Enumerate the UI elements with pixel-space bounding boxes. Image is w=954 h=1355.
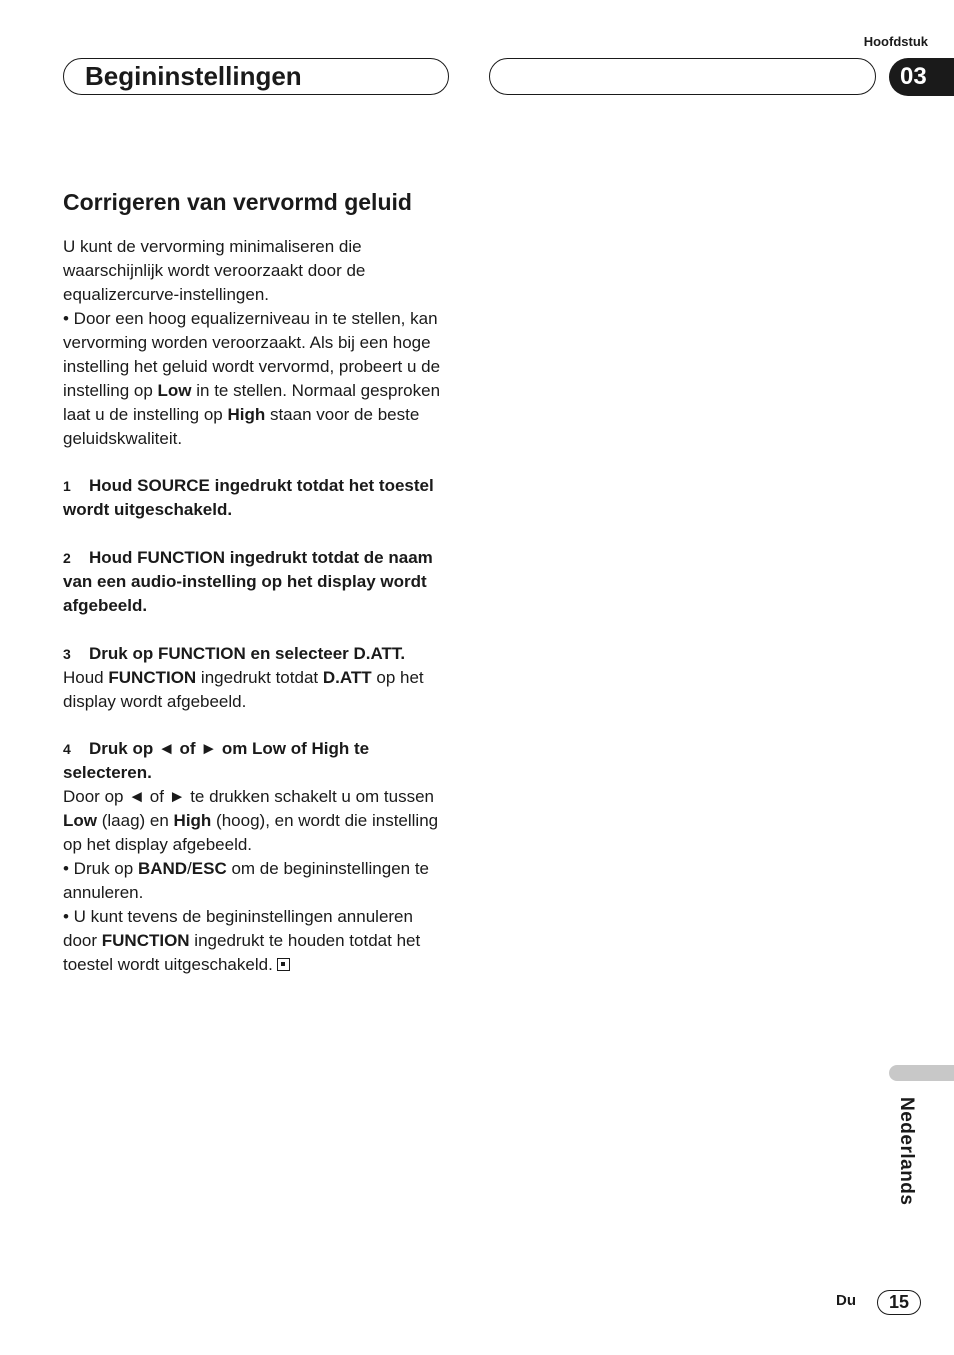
step-3-body xyxy=(63,666,449,714)
intro-text: U kunt de vervorming minimaliseren die waarschijnlijk wordt veroorzaakt door de equalizercurve-instellingen. xyxy=(63,237,366,304)
step-number: 2 xyxy=(63,550,71,566)
end-square-icon xyxy=(277,958,290,971)
step-4-note-2 xyxy=(63,905,449,977)
note-bold: BAND xyxy=(137,859,188,878)
note-text: ingedrukt te houden totdat het toestel wordt uitgeschakeld. xyxy=(63,931,421,974)
step-number: 1 xyxy=(63,478,71,494)
step-4-note-1 xyxy=(63,857,449,905)
intro-paragraph xyxy=(63,235,449,451)
step-number: 3 xyxy=(63,646,71,662)
body-text: op het display wordt afgebeeld. xyxy=(63,668,424,711)
step-1 xyxy=(63,474,449,522)
body-text: Houd xyxy=(63,668,109,687)
step-4-heading xyxy=(63,737,449,785)
note-text: in te stellen. Normaal gesproken laat u de instelling op xyxy=(63,381,441,424)
step-heading: Druk op FUNCTION en selecteer D.ATT. xyxy=(89,644,406,663)
note-text: • Door een hoog equalizerniveau in te stellen, kan vervorming worden veroorzaakt. Als bij een hoge instelling het geluid wordt vervormd, probeert u de instelling op xyxy=(63,309,441,400)
note-text: om de begininstellingen te annuleren. xyxy=(63,859,429,902)
body-bold: High xyxy=(173,811,212,830)
step-3-heading xyxy=(63,642,449,666)
language-tab-bar xyxy=(889,1065,954,1081)
note-text: • U kunt tevens de begininstellingen annuleren door xyxy=(63,907,413,950)
step-heading: Houd SOURCE ingedrukt totdat het toestel wordt uitgeschakeld. xyxy=(63,476,434,519)
body-text: (laag) en xyxy=(97,811,174,830)
body-text: ingedrukt totdat xyxy=(196,668,323,687)
chapter-number: 03 xyxy=(900,63,927,90)
note-text: staan voor de beste geluidskwaliteit. xyxy=(63,405,420,448)
step-heading: Houd FUNCTION ingedrukt totdat de naam van een audio-instelling op het display wordt afgebeeld. xyxy=(63,548,433,615)
note-bold: High xyxy=(227,405,266,424)
page-title: Begininstellingen xyxy=(85,61,302,91)
step-2 xyxy=(63,546,449,618)
step-number: 4 xyxy=(63,741,71,757)
note-bold: ESC xyxy=(191,859,227,878)
step-3 xyxy=(63,642,449,714)
header-frame-right xyxy=(489,58,876,95)
note-bold: Low xyxy=(157,381,192,400)
note-text: / xyxy=(187,859,192,878)
language-code: Du xyxy=(836,1292,856,1309)
language-tab-label: Nederlands xyxy=(896,1097,917,1206)
note-bold: FUNCTION xyxy=(101,931,190,950)
body-text: Door op ◄ of ► te drukken schakelt u om tussen xyxy=(63,787,434,806)
body-bold: Low xyxy=(63,811,97,830)
body-text: (hoog), en wordt die instelling op het display afgebeeld. xyxy=(63,811,439,854)
body-bold: D.ATT xyxy=(322,668,372,687)
note-text: • Druk op xyxy=(63,859,138,878)
page-number: 15 xyxy=(877,1290,921,1315)
section-heading: Corrigeren van vervormd geluid xyxy=(63,189,412,215)
step-4 xyxy=(63,737,449,977)
step-heading: Druk op ◄ of ► om Low of High te selecteren. xyxy=(63,739,370,782)
body-bold: FUNCTION xyxy=(108,668,197,687)
chapter-label: Hoofdstuk xyxy=(863,34,928,49)
step-4-body xyxy=(63,785,449,857)
